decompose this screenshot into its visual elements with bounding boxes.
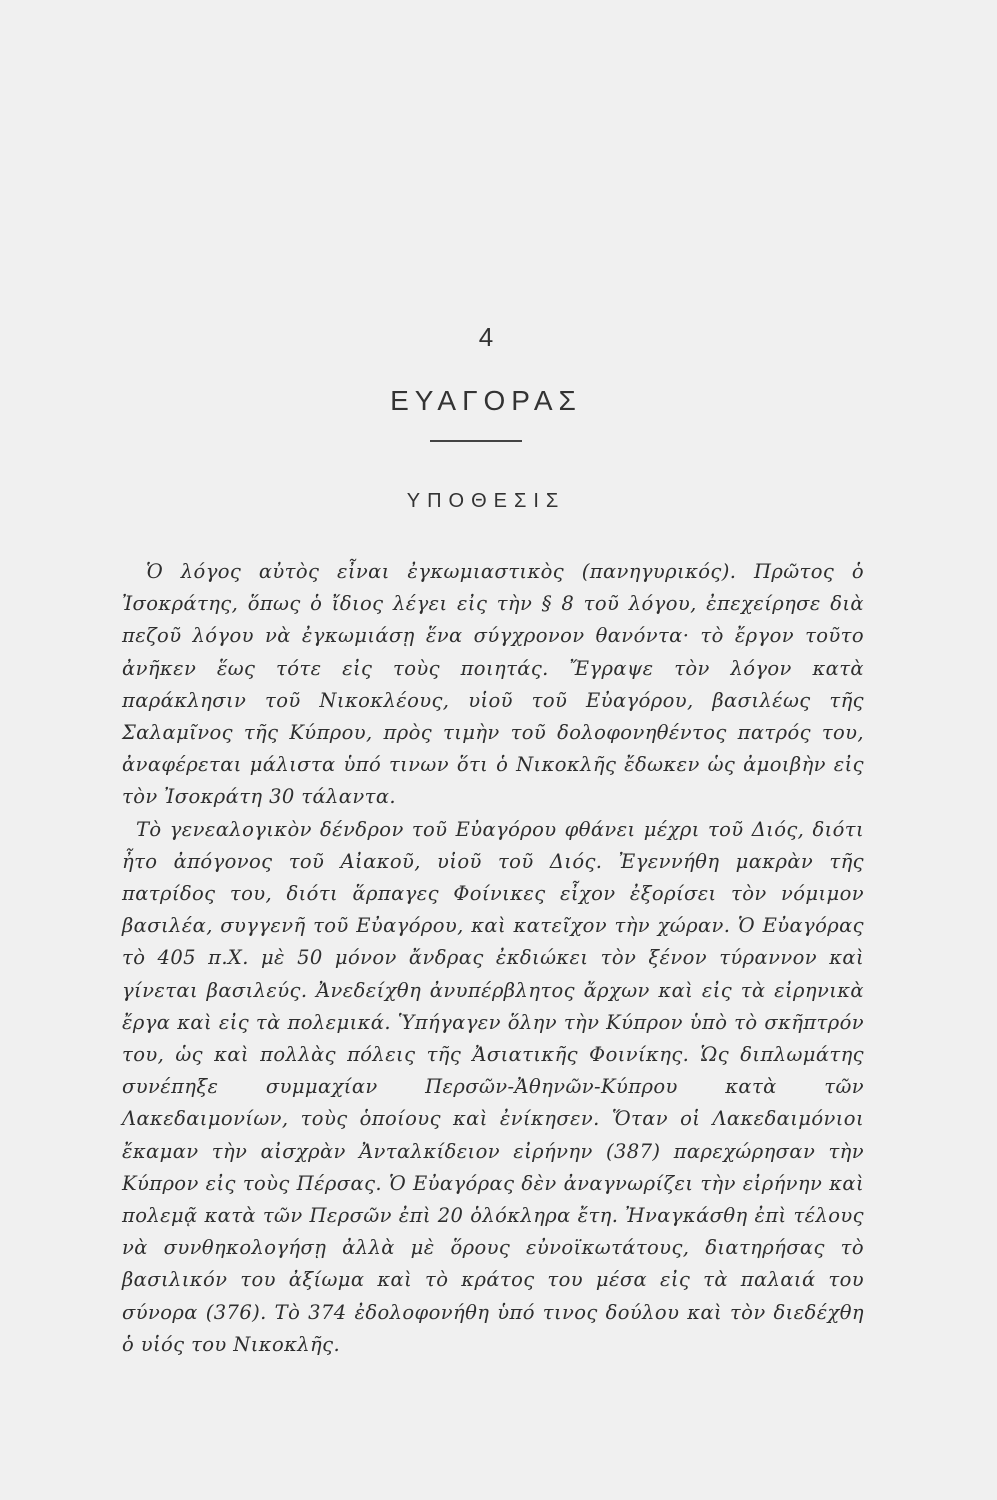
chapter-title: ΕΥΑΓΟΡΑΣ <box>390 385 582 416</box>
paragraph-2: Τὸ γενεαλογικὸν δένδρον τοῦ Εὐαγόρου φθάνει μέχρι τοῦ Διός, διότι ἦτο ἀπόγονος τοῦ Αἰακοῦ, υἱοῦ τοῦ Διός. Ἐγεννήθη μακρὰν τῆς πατρίδος του, διότι ἅρπαγες Φοίνικες εἶχον ἐξορίσει τὸν νόμιμον βασιλέα, συγγενῆ τοῦ Εὐαγόρου, καὶ κατεῖχον τὴν χώραν. Ὁ Εὐαγόρας τὸ 405 π.Χ. μὲ 50 μόνον ἄνδρας ἐκδιώκει τὸν ξένον τύραννον καὶ γίνεται βασιλεύς. Ἀνεδείχθη ἀνυπέρβλητος ἄρχων καὶ εἰς τὰ εἰρηνικὰ ἔργα καὶ εἰς τὰ πολεμικά. Ὑπήγαγεν ὅλην τὴν Κύπρον ὑπὸ τὸ σκῆπτρόν του, ὡς καὶ πολλὰς πόλεις τῆς Ἀσιατικῆς Φοινίκης. Ὡς διπλωμάτης συνέπηξε συμμαχίαν Περσῶν-Ἀθηνῶν-Κύπρου κατὰ τῶν Λακεδαιμονίων, τοὺς ὁποίους καὶ ἐνίκησεν. Ὅταν οἱ Λακεδαιμόνιοι ἔκαμαν τὴν αἰσχρὰν Ἀνταλκίδειον εἰρήνην (387) παρεχώρησαν τὴν Κύπρον εἰς τοὺς Πέρσας. Ὁ Εὐαγόρας δὲν ἀναγνωρίζει τὴν εἰρήνην καὶ πολεμᾷ κατὰ τῶν Περσῶν ἐπὶ 20 ὁλόκληρα ἔτη. Ἠναγκάσθη ἐπὶ τέλους νὰ συνθηκολογήσῃ ἀλλὰ μὲ ὅρους εὐνοϊκωτάτους, διατηρήσας τὸ βασιλικόν του ἀξίωμα καὶ τὸ κράτος του μέσα εἰς τὰ παλαιά του σύνορα (376). Τὸ 374 ἐδολοφονήθη ὑπό τινος δούλου καὶ τὸν διεδέχθη ὁ υἱός του Νικοκλῆς. <box>122 817 864 1356</box>
body-text <box>122 556 864 1361</box>
title-rule <box>430 440 522 442</box>
chapter-number: 4 <box>478 322 494 352</box>
section-heading: ΥΠΟΘΕΣΙΣ <box>406 490 566 512</box>
paragraph-1: Ὁ λόγος αὐτὸς εἶναι ἐγκωμιαστικὸς (πανηγυρικός). Πρῶτος ὁ Ἰσοκράτης, ὅπως ὁ ἴδιος λέγει εἰς τὴν § 8 τοῦ λόγου, ἐπεχείρησε διὰ πεζοῦ λόγου νὰ ἐγκωμιάσῃ ἕνα σύγχρονον θανόντα· τὸ ἔργον τοῦτο ἀνῆκεν ἕως τότε εἰς τοὺς ποιητάς. Ἔγραψε τὸν λόγον κατὰ παράκλησιν τοῦ Νικοκλέους, υἱοῦ τοῦ Εὐαγόρου, βασιλέως τῆς Σαλαμῖνος τῆς Κύπρου, πρὸς τιμὴν τοῦ δολοφονηθέντος πατρός του, ἀναφέρεται μάλιστα ὑπό τινων ὅτι ὁ Νικοκλῆς ἔδωκεν ὡς ἀμοιβὴν εἰς τὸν Ἰσοκράτη 30 τάλαντα. <box>122 560 864 809</box>
